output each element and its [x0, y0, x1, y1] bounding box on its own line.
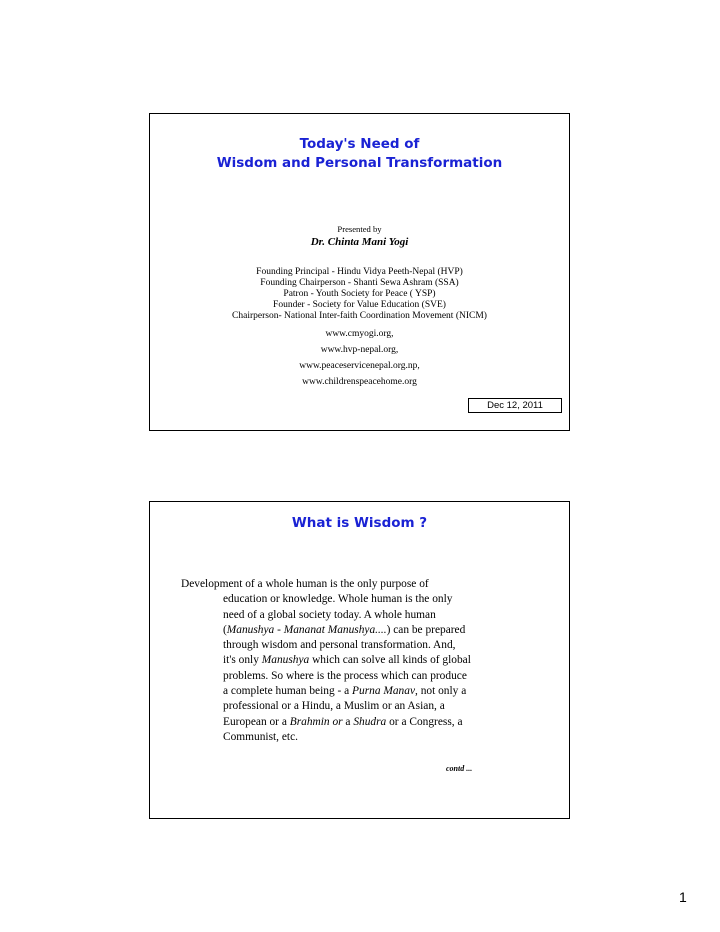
- body-text-span: , not only a: [415, 685, 467, 698]
- body-italic-term: Brahmin or: [289, 715, 343, 728]
- body-line: problems. So where is the process which can produce: [223, 669, 467, 682]
- body-italic-term: Manushya: [261, 654, 310, 667]
- slide-body: [181, 577, 551, 745]
- body-line: through wisdom and personal transformation. And,: [223, 639, 456, 652]
- body-line: professional or a Hindu, a Muslim or an Asian, a: [223, 700, 445, 713]
- body-line: [181, 715, 551, 730]
- body-text-span: ) can be prepared: [386, 623, 466, 636]
- body-line: education or knowledge. Whole human is the only: [223, 593, 453, 606]
- body-line: Communist, etc.: [223, 730, 298, 743]
- date-box: Dec 12, 2011: [468, 398, 562, 413]
- slide-what-is-wisdom: [149, 501, 570, 819]
- body-text-span: or a Congress, a: [386, 715, 463, 728]
- contd-label: contd ...: [446, 764, 473, 773]
- slide-title: What is Wisdom ?: [291, 515, 428, 531]
- slide-title-line2: Wisdom and Personal Transformation: [216, 155, 503, 171]
- body-text-span: which can solve all kinds of global: [309, 654, 471, 667]
- website-link[interactable]: www.childrenspeacehome.org: [302, 377, 417, 387]
- slide-title: [149, 113, 570, 431]
- website-link[interactable]: www.peaceservicenepal.org.np,: [299, 361, 420, 371]
- role-item: Chairperson- National Inter-faith Coordination Movement (NICM): [232, 311, 487, 321]
- presented-by-label: Presented by: [337, 224, 382, 234]
- body-italic-term: Shudra: [353, 715, 387, 728]
- website-link[interactable]: www.cmyogi.org,: [325, 329, 394, 339]
- body-text-span: it's only: [223, 654, 262, 667]
- body-italic-term: Purna Manav: [352, 685, 416, 698]
- role-item: Founding Principal - Hindu Vidya Peeth-Nepal (HVP): [256, 267, 463, 277]
- role-item: Founding Chairperson - Shanti Sewa Ashram (SSA): [260, 278, 459, 288]
- body-text-span: a complete human being - a: [223, 685, 353, 698]
- presenter-name: Dr. Chinta Mani Yogi: [310, 236, 409, 248]
- body-line: [181, 653, 551, 668]
- body-line: [181, 684, 551, 699]
- body-text-span: (: [223, 623, 227, 636]
- body-text-span: European or a: [223, 715, 290, 728]
- body-line: Development of a whole human is the only purpose of: [181, 578, 429, 590]
- body-text-span: a: [342, 715, 354, 728]
- role-item: Founder - Society for Value Education (SVE): [273, 300, 446, 310]
- role-item: Patron - Youth Society for Peace ( YSP): [283, 289, 436, 299]
- body-line: need of a global society today. A whole human: [223, 608, 436, 621]
- slide-title-line1: Today's Need of: [299, 136, 420, 152]
- page-number: 1: [679, 889, 687, 905]
- body-line: [181, 623, 551, 638]
- body-italic-term: Manushya - Mananat Manushya....: [226, 623, 387, 636]
- website-link[interactable]: www.hvp-nepal.org,: [320, 345, 399, 355]
